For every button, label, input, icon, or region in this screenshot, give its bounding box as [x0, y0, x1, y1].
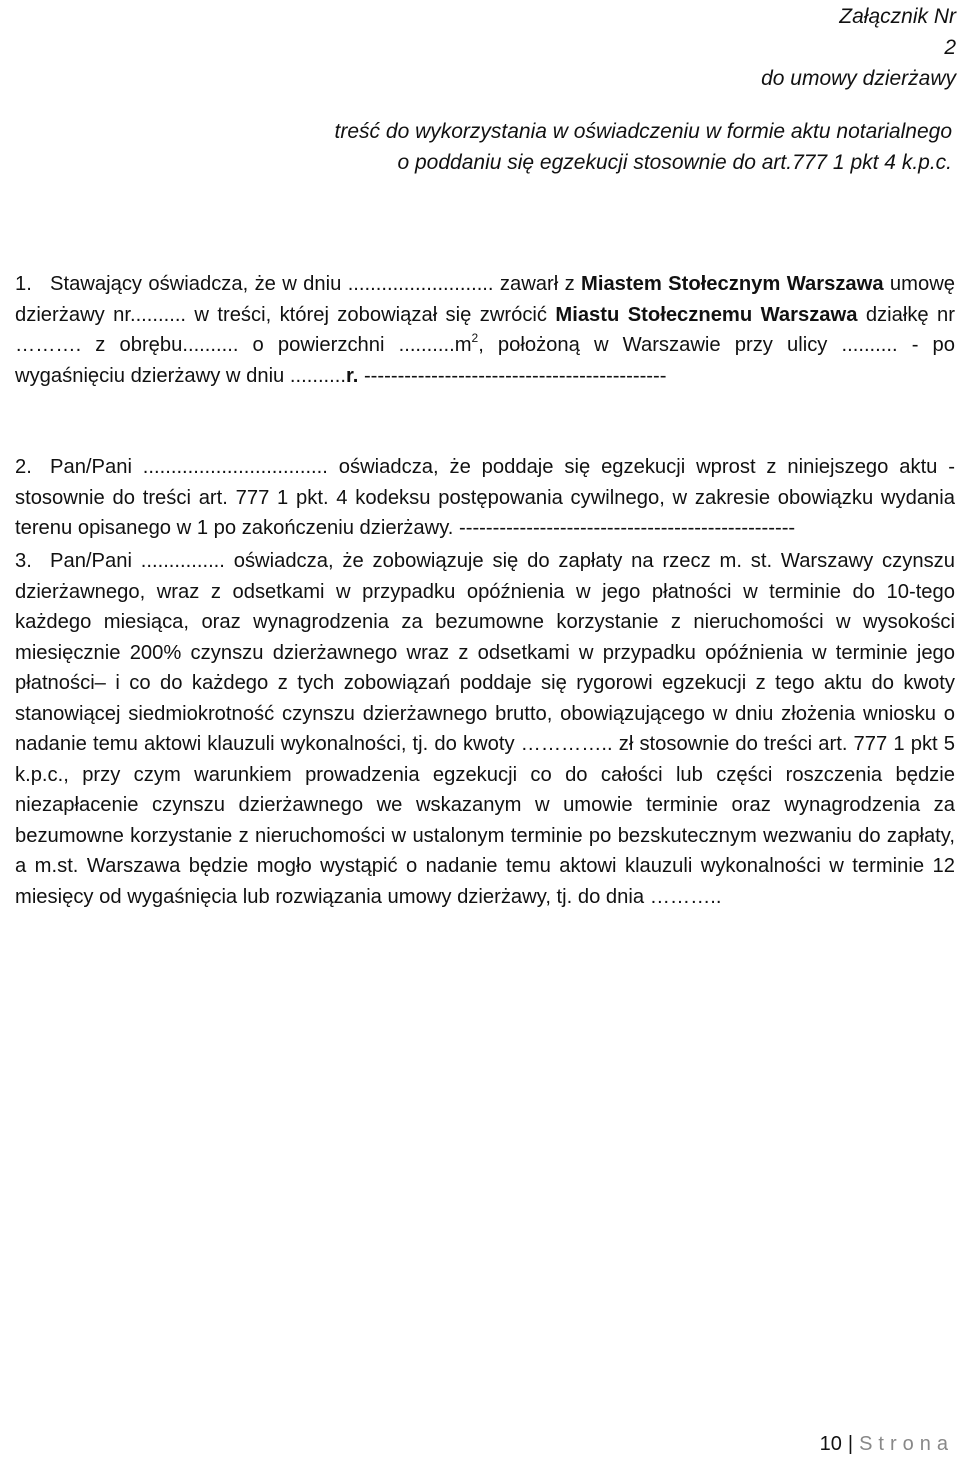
intro-note [335, 116, 952, 178]
section-text: --------------------------------------------- [358, 364, 667, 387]
section-number: 1. [15, 273, 32, 295]
section-text: Pan/Pani ................................. oświadcza, że poddaje się egzekucji wprost z niniejszego aktu - stosownie do treści art. 777 1 pkt. 4 kodeksu postępowania cywilnego, w zakresie obowiązku wydania terenu opisanego w 1 po zakończeniu dzierżawy. -------------------------------------------------- [15, 456, 955, 539]
section-text: , położoną w Warszawie przy ulicy .......... - po wygaśnięciu dzierżawy w dniu .......... [15, 334, 955, 387]
page-label: Strona [859, 1433, 954, 1455]
section-1 [15, 269, 955, 391]
footer-separator: | [847, 1433, 854, 1455]
page-number: 10 [819, 1433, 842, 1455]
unit-exponent: 2 [471, 331, 479, 345]
intro-line-1: treść do wykorzystania w oświadczeniu w formie aktu notarialnego [334, 120, 952, 143]
annex-subtitle: do umowy dzierżawy [761, 67, 956, 90]
section-text: Stawający oświadcza, że w dniu .......................... zawarł z [50, 273, 582, 295]
section-text: umowę dzierżawy nr.......... w treści, której zobowiązał się zwrócić [15, 273, 956, 326]
section-number: 3. [15, 550, 32, 572]
section-text: działkę nr ………. z obrębu.......... o powierzchni ..........m [15, 303, 955, 356]
annex-number: 2 [944, 36, 956, 59]
annex-title: Załącznik Nr [839, 5, 956, 28]
city-name: Miastem Stołecznym Warszawa [581, 273, 884, 295]
city-name: Miastu Stołecznemu Warszawa [555, 303, 858, 326]
page-footer [820, 1433, 954, 1456]
section-2 [15, 452, 955, 544]
section-3 [15, 546, 955, 912]
section-text: Pan/Pani ............... oświadcza, że zobowiązuje się do zapłaty na rzecz m. st. Warszawy czynszu dzierżawnego, wraz z odsetkami w przypadku opóźnienia w jego płatności w terminie do 10-tego każdego miesiąca, oraz wynagrodzenia za bezumowne korzystanie z nieruchomości w wysokości miesięcznie 200% czynszu dzierżawnego wraz z odsetkami w przypadku opóźnienia w terminie jego płatności– i co do każdego z tych zobowiązań poddaje się rygorowi egzekucji z tego aktu do kwoty stanowiącej siedmiokrotność czynszu dzierżawnego brutto, obowiązującego w dniu złożenia wniosku o nadanie temu aktowi klauzuli wykonalności, tj. do kwoty ………….. zł stosownie do treści art. 777 1 pkt 5 k.p.c., przy czym warunkiem prowadzenia egzekucji co do całości lub części roszczenia będzie niezapłacenie czynszu dzierżawnego we wskazanym w umowie terminie oraz wynagrodzenia za bezumowne korzystanie z nieruchomości w ustalonym terminie po bezskutecznym wezwaniu do zapłaty, a m.st. Warszawa będzie mogło wystąpić o nadanie temu aktowi klauzuli wykonalności w terminie 12 miesięcy od wygaśnięcia lub rozwiązania umowy dzierżawy, tj. do dnia ……….. [15, 550, 955, 908]
section-number: 2. [15, 456, 32, 478]
annex-header [761, 0, 956, 94]
year-abbrev: r. [345, 364, 359, 387]
intro-line-2: o poddaniu się egzekucji stosownie do art.777 1 pkt 4 k.p.c. [397, 151, 952, 174]
